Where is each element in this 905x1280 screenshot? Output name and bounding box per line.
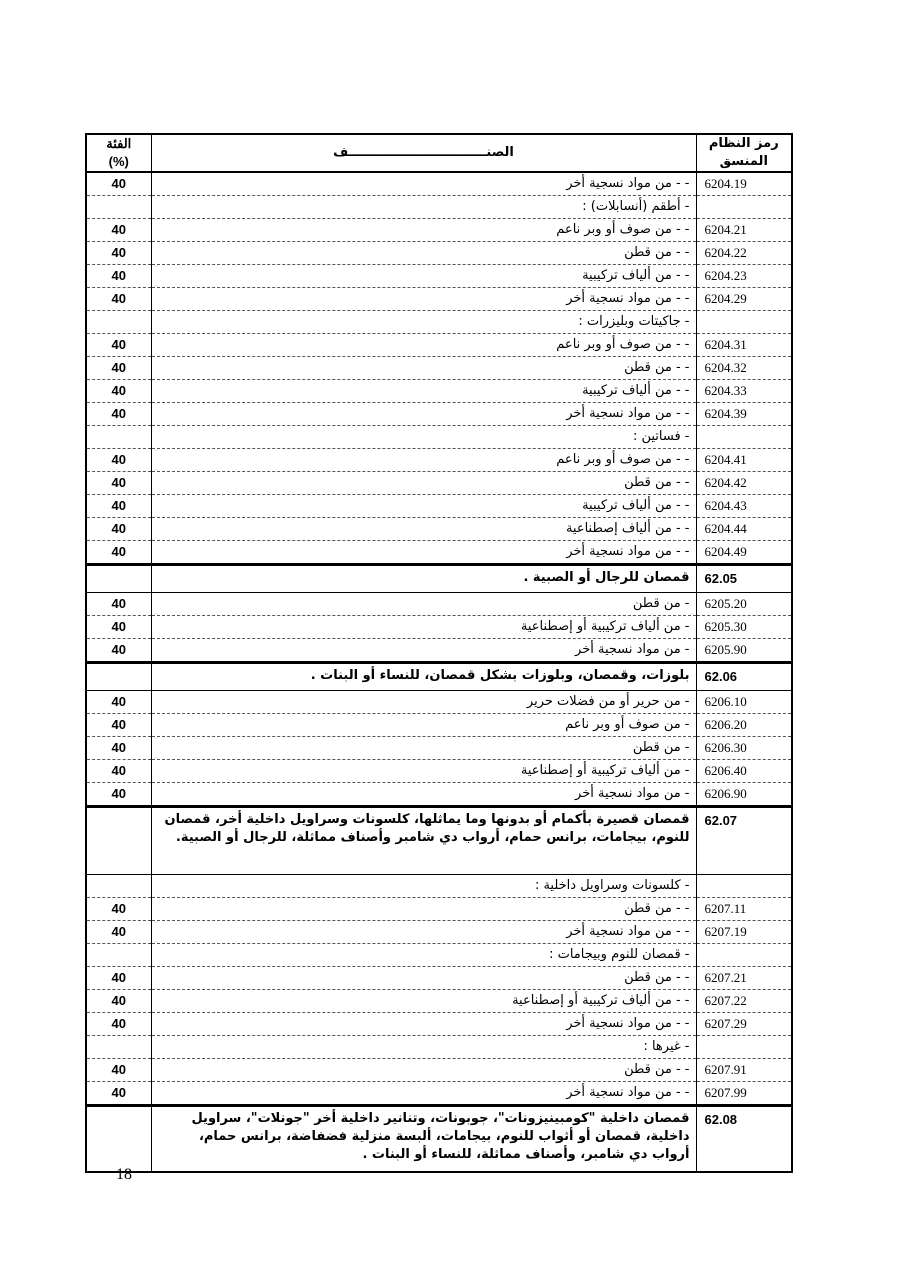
rate-cell: 40 xyxy=(86,737,151,760)
rate-cell: 40 xyxy=(86,472,151,495)
table-row xyxy=(86,898,792,921)
tariff-table-body xyxy=(86,134,792,1172)
description-cell: - - من مواد نسجية أخر xyxy=(151,288,696,311)
table-row xyxy=(86,875,792,898)
rate-cell: 40 xyxy=(86,616,151,639)
table-row xyxy=(86,1013,792,1036)
description-cell: - من قطن xyxy=(151,737,696,760)
table-row xyxy=(86,616,792,639)
code-cell: 6205.90 xyxy=(696,639,792,663)
description-cell: - جاكيتات وبليزرات : xyxy=(151,311,696,334)
rate-cell: 40 xyxy=(86,639,151,663)
rate-cell xyxy=(86,196,151,219)
description-cell: - من حرير أو من فضلات حرير xyxy=(151,691,696,714)
heading-row xyxy=(86,807,792,875)
table-row xyxy=(86,944,792,967)
rate-cell: 40 xyxy=(86,1059,151,1082)
description-cell: قمصان داخلية "كومبينيزونات"، جوبونات، وتنانير داخلية أخر "جونلات"، سراويل داخلية، قمصان أو أثواب للنوم، بيجامات، ألبسة منزلية فضفاضة، برانس حمام، أرواب دي شامبر، وأصناف مماثلة، للنساء أو البنات . xyxy=(151,1106,696,1172)
code-cell: 6205.30 xyxy=(696,616,792,639)
table-row xyxy=(86,242,792,265)
code-cell: 6207.91 xyxy=(696,1059,792,1082)
description-cell: - - من قطن xyxy=(151,898,696,921)
code-cell: 6207.22 xyxy=(696,990,792,1013)
description-cell: قمصان قصيرة بأكمام أو بدونها وما يماثلها، كلسونات وسراويل داخلية أخر، قمصان للنوم، بيجامات، برانس حمام، أرواب دي شامبر وأصناف مماثلة، للرجال أو الصبية. xyxy=(151,807,696,875)
table-row xyxy=(86,357,792,380)
rate-cell: 40 xyxy=(86,518,151,541)
description-cell: - غيرها : xyxy=(151,1036,696,1059)
description-cell: - - من قطن xyxy=(151,967,696,990)
code-cell: 62.05 xyxy=(696,565,792,593)
header-rate-label: الفئة xyxy=(106,136,132,151)
table-row xyxy=(86,172,792,196)
rate-cell: 40 xyxy=(86,403,151,426)
rate-cell xyxy=(86,1036,151,1059)
table-row xyxy=(86,639,792,663)
code-cell: 6204.32 xyxy=(696,357,792,380)
table-row xyxy=(86,783,792,807)
code-cell xyxy=(696,196,792,219)
code-cell xyxy=(696,426,792,449)
rate-cell: 40 xyxy=(86,288,151,311)
code-cell: 6204.39 xyxy=(696,403,792,426)
rate-cell: 40 xyxy=(86,265,151,288)
description-cell: - - من مواد نسجية أخر xyxy=(151,541,696,565)
description-cell: - كلسونات وسراويل داخلية : xyxy=(151,875,696,898)
description-cell: - - من ألياف تركيبية xyxy=(151,265,696,288)
code-cell: 6204.44 xyxy=(696,518,792,541)
rate-cell xyxy=(86,565,151,593)
rate-cell: 40 xyxy=(86,380,151,403)
table-row xyxy=(86,1036,792,1059)
description-cell: - - من مواد نسجية أخر xyxy=(151,921,696,944)
rate-cell xyxy=(86,944,151,967)
header-code-label-line2: المنسق xyxy=(719,154,768,169)
code-cell xyxy=(696,875,792,898)
code-cell xyxy=(696,311,792,334)
table-header-row xyxy=(86,134,792,172)
table-row xyxy=(86,1059,792,1082)
description-cell: - - من صوف أو وبر ناعم xyxy=(151,334,696,357)
description-cell: - من قطن xyxy=(151,593,696,616)
table-row xyxy=(86,288,792,311)
rate-cell: 40 xyxy=(86,357,151,380)
description-cell: - - من ألياف تركيبية xyxy=(151,495,696,518)
rate-cell xyxy=(86,663,151,691)
description-cell: - أطقم (أنسابلات) : xyxy=(151,196,696,219)
rate-cell: 40 xyxy=(86,967,151,990)
rate-cell: 40 xyxy=(86,541,151,565)
description-cell: - من صوف أو وبر ناعم xyxy=(151,714,696,737)
code-cell: 6204.43 xyxy=(696,495,792,518)
description-cell: - - من قطن xyxy=(151,1059,696,1082)
description-cell: - - من مواد نسجية أخر xyxy=(151,1013,696,1036)
code-cell: 6207.11 xyxy=(696,898,792,921)
description-cell: - من مواد نسجية أخر xyxy=(151,639,696,663)
description-cell: - - من مواد نسجية أخر xyxy=(151,1082,696,1106)
code-cell: 62.07 xyxy=(696,807,792,875)
code-cell: 6207.21 xyxy=(696,967,792,990)
table-row xyxy=(86,518,792,541)
rate-cell: 40 xyxy=(86,990,151,1013)
rate-cell: 40 xyxy=(86,921,151,944)
description-cell: - - من ألياف تركيبية أو إصطناعية xyxy=(151,990,696,1013)
code-cell: 6204.33 xyxy=(696,380,792,403)
code-cell: 6204.31 xyxy=(696,334,792,357)
heading-row xyxy=(86,663,792,691)
description-cell: - - من مواد نسجية أخر xyxy=(151,403,696,426)
description-cell: - - من صوف أو وبر ناعم xyxy=(151,449,696,472)
code-cell: 6206.20 xyxy=(696,714,792,737)
code-cell: 6206.30 xyxy=(696,737,792,760)
code-cell: 6204.22 xyxy=(696,242,792,265)
rate-cell: 40 xyxy=(86,783,151,807)
table-row xyxy=(86,219,792,242)
description-cell: - - من صوف أو وبر ناعم xyxy=(151,219,696,242)
code-cell: 6204.23 xyxy=(696,265,792,288)
description-cell: - قمصان للنوم وبيجامات : xyxy=(151,944,696,967)
description-cell: - - من قطن xyxy=(151,472,696,495)
table-row xyxy=(86,593,792,616)
code-cell: 6204.21 xyxy=(696,219,792,242)
code-cell: 6204.29 xyxy=(696,288,792,311)
table-row xyxy=(86,541,792,565)
code-cell: 6205.20 xyxy=(696,593,792,616)
heading-row xyxy=(86,1106,792,1172)
table-row xyxy=(86,495,792,518)
description-cell: - من مواد نسجية أخر xyxy=(151,783,696,807)
description-cell: - - من ألياف تركيبية xyxy=(151,380,696,403)
rate-cell: 40 xyxy=(86,691,151,714)
header-description-cell xyxy=(151,134,696,172)
table-row xyxy=(86,449,792,472)
rate-cell: 40 xyxy=(86,449,151,472)
code-cell: 6204.49 xyxy=(696,541,792,565)
rate-cell: 40 xyxy=(86,219,151,242)
description-cell: بلوزات، وقمصان، وبلوزات بشكل قمصان، للنساء أو البنات . xyxy=(151,663,696,691)
rate-cell xyxy=(86,807,151,875)
code-cell: 6207.19 xyxy=(696,921,792,944)
description-cell: - - من قطن xyxy=(151,242,696,265)
table-row xyxy=(86,403,792,426)
rate-cell: 40 xyxy=(86,334,151,357)
header-rate-cell xyxy=(86,134,151,172)
description-cell: - - من ألياف إصطناعية xyxy=(151,518,696,541)
code-cell: 6204.42 xyxy=(696,472,792,495)
table-row xyxy=(86,1082,792,1106)
description-cell: - - من قطن xyxy=(151,357,696,380)
description-cell: قمصان للرجال أو الصبية . xyxy=(151,565,696,593)
table-row xyxy=(86,760,792,783)
table-row xyxy=(86,265,792,288)
rate-cell: 40 xyxy=(86,172,151,196)
header-code-label-line1: رمز النظام xyxy=(708,136,779,151)
rate-cell xyxy=(86,875,151,898)
code-cell: 6207.99 xyxy=(696,1082,792,1106)
code-cell: 6207.29 xyxy=(696,1013,792,1036)
description-cell: - فساتين : xyxy=(151,426,696,449)
code-cell: 62.06 xyxy=(696,663,792,691)
page-number: 18 xyxy=(116,1166,132,1183)
rate-cell: 40 xyxy=(86,242,151,265)
table-row xyxy=(86,714,792,737)
code-cell xyxy=(696,944,792,967)
table-row xyxy=(86,196,792,219)
code-cell xyxy=(696,1036,792,1059)
table-row xyxy=(86,426,792,449)
table-row xyxy=(86,472,792,495)
code-cell: 6206.10 xyxy=(696,691,792,714)
code-cell: 6204.41 xyxy=(696,449,792,472)
code-cell: 6204.19 xyxy=(696,172,792,196)
table-row xyxy=(86,380,792,403)
rate-cell: 40 xyxy=(86,1082,151,1106)
table-row xyxy=(86,737,792,760)
rate-cell xyxy=(86,311,151,334)
tariff-table xyxy=(85,133,793,1173)
rate-cell xyxy=(86,426,151,449)
rate-cell: 40 xyxy=(86,495,151,518)
table-row xyxy=(86,921,792,944)
header-description-label: الصنـــــــــــــــــــــــــــــــف xyxy=(333,145,514,160)
rate-cell: 40 xyxy=(86,1013,151,1036)
table-row xyxy=(86,990,792,1013)
description-cell: - من ألياف تركيبية أو إصطناعية xyxy=(151,760,696,783)
rate-cell xyxy=(86,1106,151,1172)
code-cell: 62.08 xyxy=(696,1106,792,1172)
description-cell: - - من مواد نسجية أخر xyxy=(151,172,696,196)
table-row xyxy=(86,691,792,714)
rate-cell: 40 xyxy=(86,714,151,737)
heading-row xyxy=(86,565,792,593)
rate-cell: 40 xyxy=(86,898,151,921)
table-row xyxy=(86,967,792,990)
rate-cell: 40 xyxy=(86,760,151,783)
table-row xyxy=(86,334,792,357)
header-code-cell xyxy=(696,134,792,172)
code-cell: 6206.40 xyxy=(696,760,792,783)
rate-cell: 40 xyxy=(86,593,151,616)
code-cell: 6206.90 xyxy=(696,783,792,807)
header-rate-unit: (%) xyxy=(108,154,129,169)
table-row xyxy=(86,311,792,334)
description-cell: - من ألياف تركيبية أو إصطناعية xyxy=(151,616,696,639)
